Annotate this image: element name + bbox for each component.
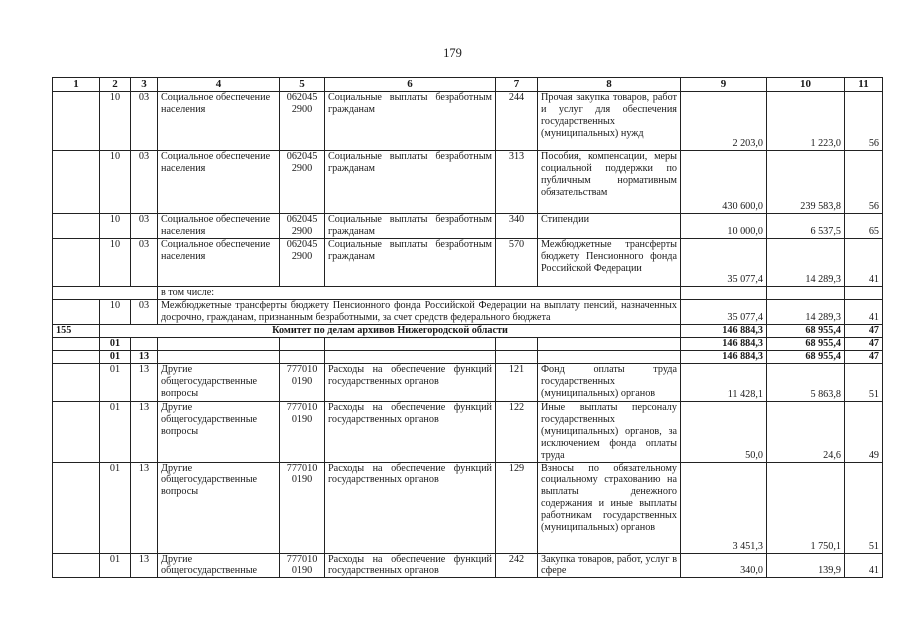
- cell-empty: [158, 351, 280, 364]
- cell-actual: 5 863,8: [767, 364, 845, 402]
- cell-section: 10: [100, 214, 131, 239]
- cell-plan: 146 884,3: [681, 338, 767, 351]
- cell-percent: 41: [845, 300, 883, 325]
- cell-percent: 41: [845, 553, 883, 578]
- table-row: [53, 402, 883, 463]
- cell-percent: 65: [845, 214, 883, 239]
- column-number-4: 4: [158, 78, 280, 92]
- cell-target-code: 062045 2900: [280, 239, 325, 287]
- cell-agency: [53, 214, 100, 239]
- cell-plan: 146 884,3: [681, 325, 767, 338]
- cell-empty: [767, 287, 845, 300]
- cell-plan: 2 203,0: [681, 92, 767, 151]
- cell-subsection: 13: [131, 364, 158, 402]
- cell-actual: 14 289,3: [767, 239, 845, 287]
- cell-agency: [53, 300, 100, 325]
- cell-agency: [53, 151, 100, 214]
- cell-section: 01: [100, 462, 131, 553]
- cell-target-name: Расходы на обеспечение функций государственных органов: [325, 402, 496, 463]
- cell-empty: [325, 351, 496, 364]
- cell-agency: [53, 553, 100, 578]
- cell-actual: 1 223,0: [767, 92, 845, 151]
- cell-agency: [53, 364, 100, 402]
- cell-subsection-name: Социальное обеспечение населения: [158, 214, 280, 239]
- cell-subsection: 03: [131, 151, 158, 214]
- cell-actual: 139,9: [767, 553, 845, 578]
- cell-percent: 47: [845, 351, 883, 364]
- cell-empty: [53, 287, 158, 300]
- cell-expense-name: Иные выплаты персоналу государственных (муниципальных) органов, за исключением фонда оплаты труда: [538, 402, 681, 463]
- cell-section: 01: [100, 351, 131, 364]
- cell-agency-code: 155: [53, 325, 100, 338]
- cell-subsection-name: Другие общегосударственные вопросы: [158, 462, 280, 553]
- cell-expense-name: Стипендии: [538, 214, 681, 239]
- cell-expense-name: Фонд оплаты труда государственных (муниципальных) органов: [538, 364, 681, 402]
- cell-expense-type: 121: [496, 364, 538, 402]
- cell-plan: 50,0: [681, 402, 767, 463]
- cell-empty: [681, 287, 767, 300]
- cell-subsection: 13: [131, 402, 158, 463]
- cell-empty: [158, 338, 280, 351]
- cell-target-code: 062045 2900: [280, 214, 325, 239]
- cell-empty: [280, 351, 325, 364]
- cell-percent: 47: [845, 338, 883, 351]
- cell-expense-type: 570: [496, 239, 538, 287]
- budget-table: [52, 77, 883, 578]
- agency-name: Комитет по делам архивов Нижегородской области: [100, 325, 681, 338]
- cell-percent: 56: [845, 92, 883, 151]
- cell-target-code: 777010 0190: [280, 364, 325, 402]
- cell-plan: 11 428,1: [681, 364, 767, 402]
- cell-section: 10: [100, 151, 131, 214]
- cell-empty: [845, 287, 883, 300]
- cell-subsection-name: Другие общегосударственные: [158, 553, 280, 578]
- cell-expense-type: 313: [496, 151, 538, 214]
- cell-percent: 47: [845, 325, 883, 338]
- cell-agency: [53, 92, 100, 151]
- cell-expense-name: Пособия, компенсации, меры социальной поддержки по публичным нормативным обязательствам: [538, 151, 681, 214]
- table-row: [53, 92, 883, 151]
- cell-empty: [496, 338, 538, 351]
- cell-actual: 14 289,3: [767, 300, 845, 325]
- column-number-1: 1: [53, 78, 100, 92]
- page-number: 179: [443, 46, 462, 60]
- cell-empty: [280, 338, 325, 351]
- cell-subsection: 03: [131, 300, 158, 325]
- including-label: в том числе:: [158, 287, 681, 300]
- cell-plan: 146 884,3: [681, 351, 767, 364]
- section-total-row: [53, 351, 883, 364]
- cell-section: 01: [100, 402, 131, 463]
- column-number-10: 10: [767, 78, 845, 92]
- column-number-6: 6: [325, 78, 496, 92]
- column-number-7: 7: [496, 78, 538, 92]
- cell-target-name: Социальные выплаты безработным гражданам: [325, 214, 496, 239]
- cell-empty: [53, 351, 100, 364]
- cell-section: 10: [100, 92, 131, 151]
- cell-plan: 430 600,0: [681, 151, 767, 214]
- cell-actual: 68 955,4: [767, 351, 845, 364]
- table-row: [53, 151, 883, 214]
- table-row: [53, 239, 883, 287]
- cell-agency: [53, 462, 100, 553]
- cell-expense-name: Закупка товаров, работ, услуг в сфере: [538, 553, 681, 578]
- cell-actual: 24,6: [767, 402, 845, 463]
- including-row: [53, 287, 883, 300]
- cell-subsection-name: Социальное обеспечение населения: [158, 239, 280, 287]
- cell-target-code: 777010 0190: [280, 553, 325, 578]
- cell-target-name: Социальные выплаты безработным гражданам: [325, 151, 496, 214]
- cell-section: 01: [100, 338, 131, 351]
- cell-expense-name: Прочая закупка товаров, работ и услуг для обеспечения государственных (муниципальных) нужд: [538, 92, 681, 151]
- cell-agency: [53, 402, 100, 463]
- cell-target-code: 062045 2900: [280, 151, 325, 214]
- cell-subsection-name: Другие общегосударственные вопросы: [158, 402, 280, 463]
- cell-empty: [53, 338, 100, 351]
- cell-empty: [496, 351, 538, 364]
- cell-subsection-name: Социальное обеспечение населения: [158, 151, 280, 214]
- cell-plan: 10 000,0: [681, 214, 767, 239]
- cell-percent: 51: [845, 462, 883, 553]
- cell-subsection: [131, 338, 158, 351]
- column-number-5: 5: [280, 78, 325, 92]
- cell-actual: 239 583,8: [767, 151, 845, 214]
- cell-plan: 35 077,4: [681, 300, 767, 325]
- table-header-row: [53, 78, 883, 92]
- column-number-2: 2: [100, 78, 131, 92]
- cell-percent: 56: [845, 151, 883, 214]
- agency-row: [53, 325, 883, 338]
- cell-expense-type: 122: [496, 402, 538, 463]
- table-row: [53, 462, 883, 553]
- note-text: Межбюджетные трансферты бюджету Пенсионного фонда Российской Федерации на выплату пенсий, назначенных досрочно, гражданам, признанным безработными, за счет средств федерального бюджета: [158, 300, 681, 325]
- cell-percent: 49: [845, 402, 883, 463]
- cell-target-name: Расходы на обеспечение функций государственных органов: [325, 462, 496, 553]
- cell-subsection-name: Другие общегосударственные вопросы: [158, 364, 280, 402]
- cell-percent: 51: [845, 364, 883, 402]
- column-number-3: 3: [131, 78, 158, 92]
- table-row: [53, 553, 883, 578]
- cell-subsection: 03: [131, 92, 158, 151]
- cell-target-code: 777010 0190: [280, 462, 325, 553]
- cell-target-code: 777010 0190: [280, 402, 325, 463]
- column-number-11: 11: [845, 78, 883, 92]
- cell-subsection-name: Социальное обеспечение населения: [158, 92, 280, 151]
- cell-empty: [538, 351, 681, 364]
- cell-plan: 3 451,3: [681, 462, 767, 553]
- cell-actual: 1 750,1: [767, 462, 845, 553]
- cell-empty: [538, 338, 681, 351]
- cell-subsection: 13: [131, 553, 158, 578]
- cell-subsection: 13: [131, 351, 158, 364]
- cell-subsection: 03: [131, 214, 158, 239]
- cell-expense-name: Межбюджетные трансферты бюджету Пенсионного фонда Российской Федерации: [538, 239, 681, 287]
- cell-expense-type: 242: [496, 553, 538, 578]
- cell-target-code: 062045 2900: [280, 92, 325, 151]
- note-row: [53, 300, 883, 325]
- cell-section: 10: [100, 300, 131, 325]
- cell-section: 01: [100, 364, 131, 402]
- table-row: [53, 214, 883, 239]
- cell-plan: 340,0: [681, 553, 767, 578]
- column-number-9: 9: [681, 78, 767, 92]
- cell-target-name: Социальные выплаты безработным гражданам: [325, 239, 496, 287]
- cell-plan: 35 077,4: [681, 239, 767, 287]
- cell-percent: 41: [845, 239, 883, 287]
- cell-target-name: Социальные выплаты безработным гражданам: [325, 92, 496, 151]
- cell-expense-type: 340: [496, 214, 538, 239]
- cell-section: 01: [100, 553, 131, 578]
- cell-expense-name: Взносы по обязательному социальному страхованию на выплаты денежного содержания и иные выплаты работникам государственных (муниципальных) органов: [538, 462, 681, 553]
- table-row: [53, 364, 883, 402]
- section-total-row: [53, 338, 883, 351]
- column-number-8: 8: [538, 78, 681, 92]
- cell-section: 10: [100, 239, 131, 287]
- cell-target-name: Расходы на обеспечение функций государственных органов: [325, 553, 496, 578]
- cell-actual: 68 955,4: [767, 338, 845, 351]
- cell-target-name: Расходы на обеспечение функций государственных органов: [325, 364, 496, 402]
- cell-empty: [325, 338, 496, 351]
- cell-subsection: 13: [131, 462, 158, 553]
- cell-actual: 68 955,4: [767, 325, 845, 338]
- cell-actual: 6 537,5: [767, 214, 845, 239]
- cell-expense-type: 129: [496, 462, 538, 553]
- cell-expense-type: 244: [496, 92, 538, 151]
- cell-agency: [53, 239, 100, 287]
- cell-subsection: 03: [131, 239, 158, 287]
